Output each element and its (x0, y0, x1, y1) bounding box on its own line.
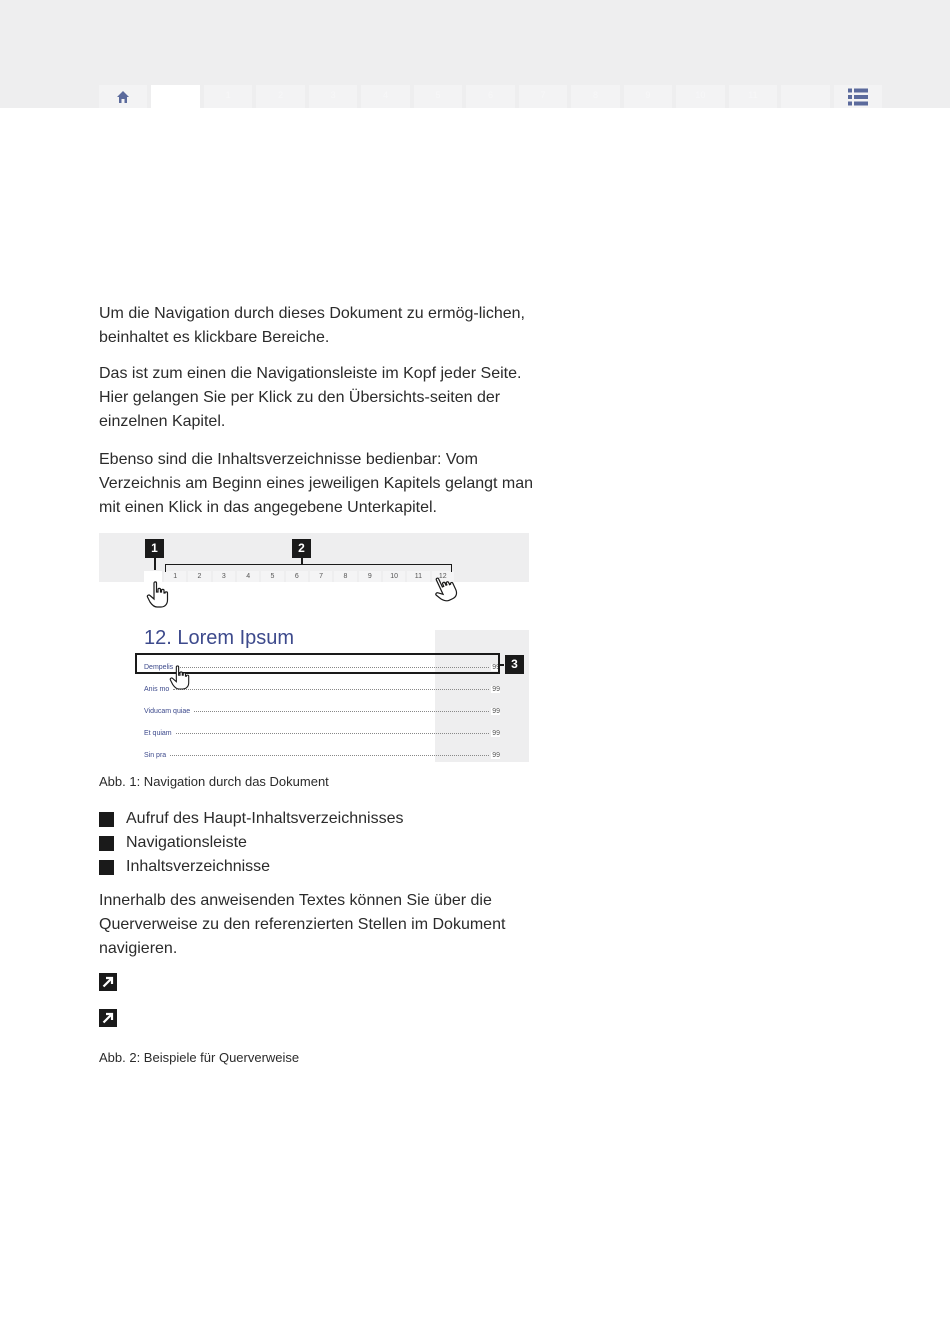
hand-pointer-icon (169, 665, 191, 691)
nav-tab-chapter-3[interactable]: 3 (309, 85, 357, 108)
figure-tab: 1 (164, 571, 186, 582)
nav-tab-current[interactable] (151, 85, 199, 108)
badge-1-leader (154, 558, 156, 570)
nav-tab-chapter-2[interactable]: 2 (256, 85, 304, 108)
hand-pointer-icon (146, 581, 170, 609)
badge-3: 3 (505, 655, 524, 674)
figure-toc-row: Dempelis 99 (144, 664, 500, 671)
figure-tab: 6 (286, 571, 308, 582)
home-icon (116, 90, 130, 104)
legend-marker (99, 836, 114, 851)
navigation-figure (99, 533, 529, 762)
legend-item-3: Inhaltsverzeichnisse (99, 855, 270, 879)
legend-marker (99, 860, 114, 875)
figure-tabbar (144, 571, 454, 582)
nav-tab-chapter-9[interactable]: 9 (624, 85, 672, 108)
figure-2-caption: Abb. 2: Beispiele für Querverweise (99, 1050, 300, 1065)
figure-tab: 8 (334, 571, 356, 582)
figure-1-caption: Abb. 1: Navigation durch das Dokument (99, 774, 329, 789)
nav-tab-chapter-8[interactable]: 8 (571, 85, 619, 108)
figure-toc-row: Anis mo 99 (144, 686, 500, 693)
badge-1: 1 (145, 539, 164, 558)
figure-tab: 7 (310, 571, 332, 582)
figure-tab: 10 (383, 571, 405, 582)
nav-tab-chapter-4[interactable]: 4 (361, 85, 409, 108)
nav-tab-chapter-11[interactable]: 11 (729, 85, 777, 108)
nav-tab-chapter-12[interactable] (781, 85, 829, 108)
navigation-bar (99, 85, 882, 108)
legend-marker (99, 812, 114, 827)
badge-2: 2 (292, 539, 311, 558)
figure-tab: 3 (213, 571, 235, 582)
nav-tab-chapter-6[interactable]: 6 (466, 85, 514, 108)
navbar-bracket (165, 564, 452, 572)
intro-paragraph-3: Ebenso sind die Inhaltsverzeichnisse bedienbar: Vom Verzeichnis am Beginn eines jeweiligen Kapitels gelangt man mit einen Klick in das angegebene Unterkapitel. (99, 451, 534, 516)
legend-item-1: Aufruf des Haupt-Inhaltsverzeichnisses (99, 807, 403, 831)
figure-tab: 12 (432, 571, 454, 582)
figure-chapter-title: 12. Lorem Ipsum (144, 627, 295, 649)
list-icon (848, 88, 868, 105)
intro-paragraph-1: Um die Navigation durch dieses Dokument zu ermög-lichen, beinhaltet es klickbare Bereiche. (99, 305, 525, 346)
nav-tab-chapter-1[interactable]: 1 (204, 85, 252, 108)
cross-reference-arrow-icon[interactable] (99, 973, 117, 991)
legend-item-2: Navigationsleiste (99, 831, 247, 855)
figure-tab: 9 (359, 571, 381, 582)
nav-tab-chapter-7[interactable]: 7 (519, 85, 567, 108)
figure-toc-row: Et quiam 99 (144, 730, 500, 737)
figure-tab: 2 (188, 571, 210, 582)
intro-paragraph-2: Das ist zum einen die Navigationsleiste im Kopf jeder Seite. Hier gelangen Sie per Klick zu den Übersichts-seiten der einzelnen Kapitel. (99, 365, 522, 430)
nav-tab-chapter-5[interactable]: 5 (414, 85, 462, 108)
figure-tab: 4 (237, 571, 259, 582)
cross-reference-arrow-icon[interactable] (99, 1009, 117, 1027)
figure-toc-row: Sin pra 99 (144, 752, 500, 759)
nav-toc-tab[interactable] (834, 85, 882, 108)
crossref-paragraph: Innerhalb des anweisenden Textes können Sie über die Querverweise zu den referenzierten Stellen im Dokument navigieren. (99, 892, 506, 957)
badge-3-leader (500, 664, 504, 666)
chapter-number-decoration (435, 630, 529, 762)
figure-toc-row: Viducam quiae 99 (144, 708, 500, 715)
nav-home-tab[interactable] (99, 85, 147, 108)
figure-tab: 5 (261, 571, 283, 582)
figure-tab: 11 (407, 571, 429, 582)
nav-tab-chapter-10[interactable]: 10 (676, 85, 724, 108)
